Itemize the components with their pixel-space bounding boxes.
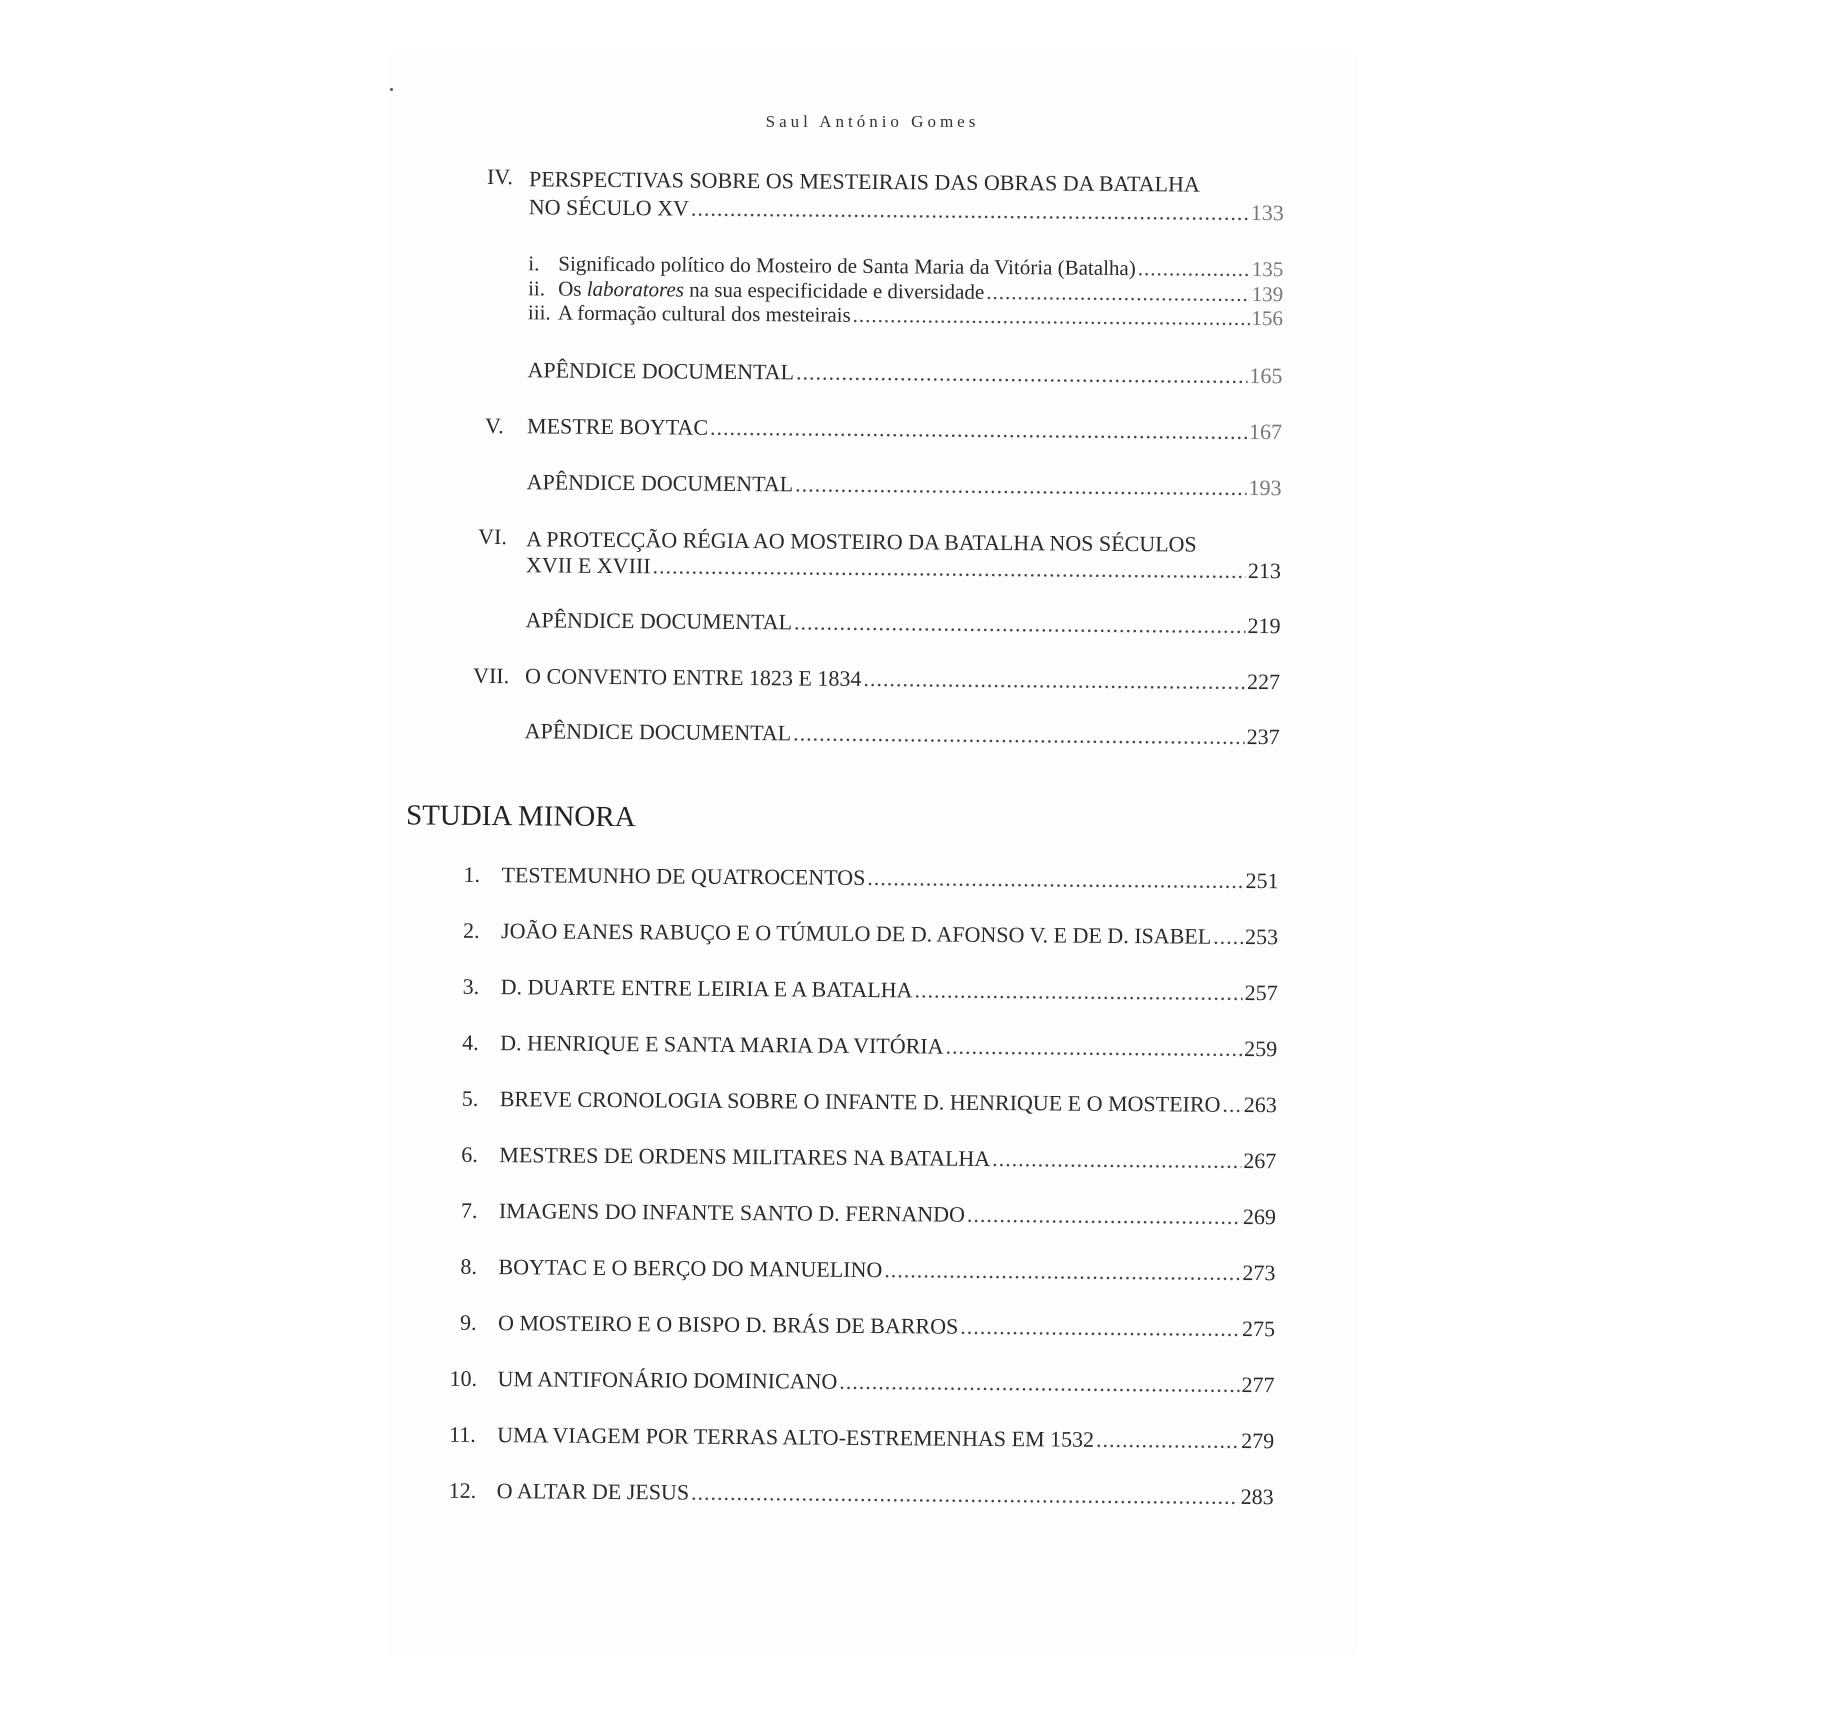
page-number: 219 xyxy=(1247,612,1281,639)
minora-number: 10. xyxy=(449,1365,478,1391)
toc-entry[interactable] xyxy=(529,194,1284,226)
toc-entry[interactable] xyxy=(497,1478,1274,1510)
toc-entry[interactable] xyxy=(501,974,1278,1006)
toc-entry[interactable] xyxy=(500,1086,1277,1118)
page-number: 135 xyxy=(1251,256,1284,282)
leader-dots xyxy=(710,415,1247,445)
page-number: 167 xyxy=(1248,418,1283,445)
leader-dots xyxy=(1213,924,1243,950)
toc-entry[interactable] xyxy=(526,552,1281,584)
leader-dots xyxy=(653,553,1247,584)
page-number: 269 xyxy=(1242,1203,1276,1230)
page-number: 227 xyxy=(1246,668,1281,695)
leader-dots xyxy=(853,303,1250,331)
leader-dots xyxy=(914,977,1242,1006)
page-number: 257 xyxy=(1244,979,1278,1006)
minora-number: 7. xyxy=(460,1197,478,1223)
page-number: 283 xyxy=(1240,1483,1274,1510)
leader-dots xyxy=(795,471,1247,501)
minora-number: 9. xyxy=(459,1309,477,1335)
leader-dots xyxy=(945,1034,1242,1062)
minora-number: 3. xyxy=(462,973,480,999)
page-number: 165 xyxy=(1249,362,1283,389)
leader-dots xyxy=(794,609,1246,639)
leader-dots xyxy=(1096,1427,1239,1454)
section-title: STUDIA MINORA xyxy=(405,799,636,834)
page-number: 193 xyxy=(1248,474,1282,501)
minora-title: BOYTAC E O BERÇO DO MANUELINO xyxy=(498,1254,883,1283)
subsection-title: A formação cultural dos mesteirais xyxy=(557,300,851,327)
leader-dots xyxy=(960,1314,1240,1342)
subsection-title: Significado político do Mosteiro de Santa Maria da Vitória (Batalha) xyxy=(558,251,1136,281)
minora-title: O MOSTEIRO E O BISPO D. BRÁS DE BARROS xyxy=(497,1310,959,1339)
minora-title: TESTEMUNHO DE QUATROCENTOS xyxy=(501,862,866,890)
scan-speck xyxy=(390,88,393,91)
minora-title: D. DUARTE ENTRE LEIRIA E A BATALHA xyxy=(500,974,913,1003)
chapter-number: V. xyxy=(484,412,504,439)
toc-entry[interactable] xyxy=(497,1422,1274,1454)
toc-entry[interactable] xyxy=(498,1254,1275,1286)
minora-number: 5. xyxy=(461,1085,479,1111)
chapter-title-continued: NO SÉCULO XV xyxy=(528,194,690,221)
running-head: Saul António Gomes xyxy=(765,112,980,131)
page-number: 213 xyxy=(1247,557,1282,584)
page-number: 237 xyxy=(1246,723,1280,750)
book-page xyxy=(390,55,1355,1655)
minora-title: IMAGENS DO INFANTE SANTO D. FERNANDO xyxy=(498,1198,966,1227)
chapter-title: A PROTECÇÃO RÉGIA AO MOSTEIRO DA BATALHA NOS SÉCULOS xyxy=(526,526,1197,557)
leader-dots xyxy=(839,1369,1239,1398)
minora-number: 12. xyxy=(448,1477,477,1503)
toc-entry[interactable] xyxy=(527,469,1282,501)
toc-entry[interactable] xyxy=(525,607,1280,639)
chapter-number: IV. xyxy=(486,163,514,190)
toc-entry[interactable] xyxy=(500,1030,1277,1062)
leader-dots xyxy=(793,720,1245,750)
leader-dots xyxy=(796,359,1248,389)
page-number: 279 xyxy=(1241,1427,1275,1454)
chapter-title: O CONVENTO ENTRE 1823 E 1834 xyxy=(525,663,862,691)
minora-title: UMA VIAGEM POR TERRAS ALTO-ESTREMENHAS EM 1532 xyxy=(497,1422,1095,1452)
minora-number: 11. xyxy=(449,1421,476,1447)
appendix-label: APÊNDICE DOCUMENTAL xyxy=(524,718,792,746)
minora-title: D. HENRIQUE E SANTA MARIA DA VITÓRIA xyxy=(500,1030,944,1059)
minora-number: 2. xyxy=(463,917,480,943)
minora-number: 6. xyxy=(461,1141,478,1167)
page-number: 251 xyxy=(1245,867,1279,894)
page-number: 133 xyxy=(1250,199,1284,226)
page-number: 267 xyxy=(1243,1147,1277,1174)
minora-title: BREVE CRONOLOGIA SOBRE O INFANTE D. HENRIQUE E O MOSTEIRO xyxy=(499,1086,1221,1117)
leader-dots xyxy=(691,1480,1239,1510)
subsection-title: Os laboratores na sua especificidade e diversidade xyxy=(558,276,985,304)
leader-dots xyxy=(992,1146,1241,1174)
leader-dots xyxy=(863,666,1245,695)
appendix-label: APÊNDICE DOCUMENTAL xyxy=(526,469,794,497)
table-of-contents xyxy=(377,51,1355,1659)
minora-title: JOÃO EANES RABUÇO E O TÚMULO DE D. AFONSO V. E DE D. ISABEL xyxy=(501,918,1212,949)
toc-entry[interactable] xyxy=(499,1142,1276,1174)
page-number: 259 xyxy=(1244,1035,1278,1062)
chapter-title-continued: XVII E XVIII xyxy=(525,552,651,579)
page-number: 156 xyxy=(1251,305,1284,331)
appendix-label: APÊNDICE DOCUMENTAL xyxy=(527,357,795,385)
leader-dots xyxy=(1222,1092,1242,1118)
toc-entry[interactable] xyxy=(499,1198,1276,1230)
leader-dots xyxy=(1138,256,1250,282)
page-number: 277 xyxy=(1241,1371,1275,1398)
page-number: 253 xyxy=(1244,923,1279,950)
minora-number: 4. xyxy=(462,1029,479,1055)
minora-title: O ALTAR DE JESUS xyxy=(496,1478,690,1505)
appendix-label: APÊNDICE DOCUMENTAL xyxy=(525,607,793,635)
chapter-number: VII. xyxy=(473,662,510,689)
minora-number: 1. xyxy=(463,861,481,887)
chapter-title: MESTRE BOYTAC xyxy=(526,413,709,440)
toc-entry[interactable] xyxy=(527,357,1282,389)
toc-entry[interactable] xyxy=(497,1366,1274,1398)
leader-dots xyxy=(967,1202,1241,1230)
subsection-number: i. xyxy=(528,251,540,276)
page-number: 139 xyxy=(1251,281,1284,307)
toc-entry[interactable] xyxy=(525,663,1280,695)
minora-number: 8. xyxy=(460,1253,478,1279)
chapter-title: PERSPECTIVAS SOBRE OS MESTEIRAIS DAS OBRAS DA BATALHA xyxy=(528,166,1200,197)
leader-dots xyxy=(691,196,1249,226)
toc-entry[interactable] xyxy=(501,918,1278,950)
minora-title: MESTRES DE ORDENS MILITARES NA BATALHA xyxy=(499,1142,991,1171)
page-number: 273 xyxy=(1242,1259,1276,1286)
leader-dots xyxy=(986,280,1250,307)
toc-entry[interactable] xyxy=(498,1310,1275,1342)
chapter-number: VI. xyxy=(478,523,508,550)
page-number: 263 xyxy=(1243,1091,1277,1118)
subsection-number: iii. xyxy=(527,300,551,325)
page-number: 275 xyxy=(1241,1315,1276,1342)
toc-entry[interactable] xyxy=(525,718,1280,750)
toc-entry[interactable] xyxy=(527,413,1282,445)
leader-dots xyxy=(884,1257,1240,1286)
leader-dots xyxy=(867,865,1243,894)
toc-entry[interactable] xyxy=(558,301,1283,332)
toc-entry[interactable] xyxy=(501,862,1278,894)
minora-title: UM ANTIFONÁRIO DOMINICANO xyxy=(497,1366,838,1394)
subsection-number: ii. xyxy=(528,276,546,301)
